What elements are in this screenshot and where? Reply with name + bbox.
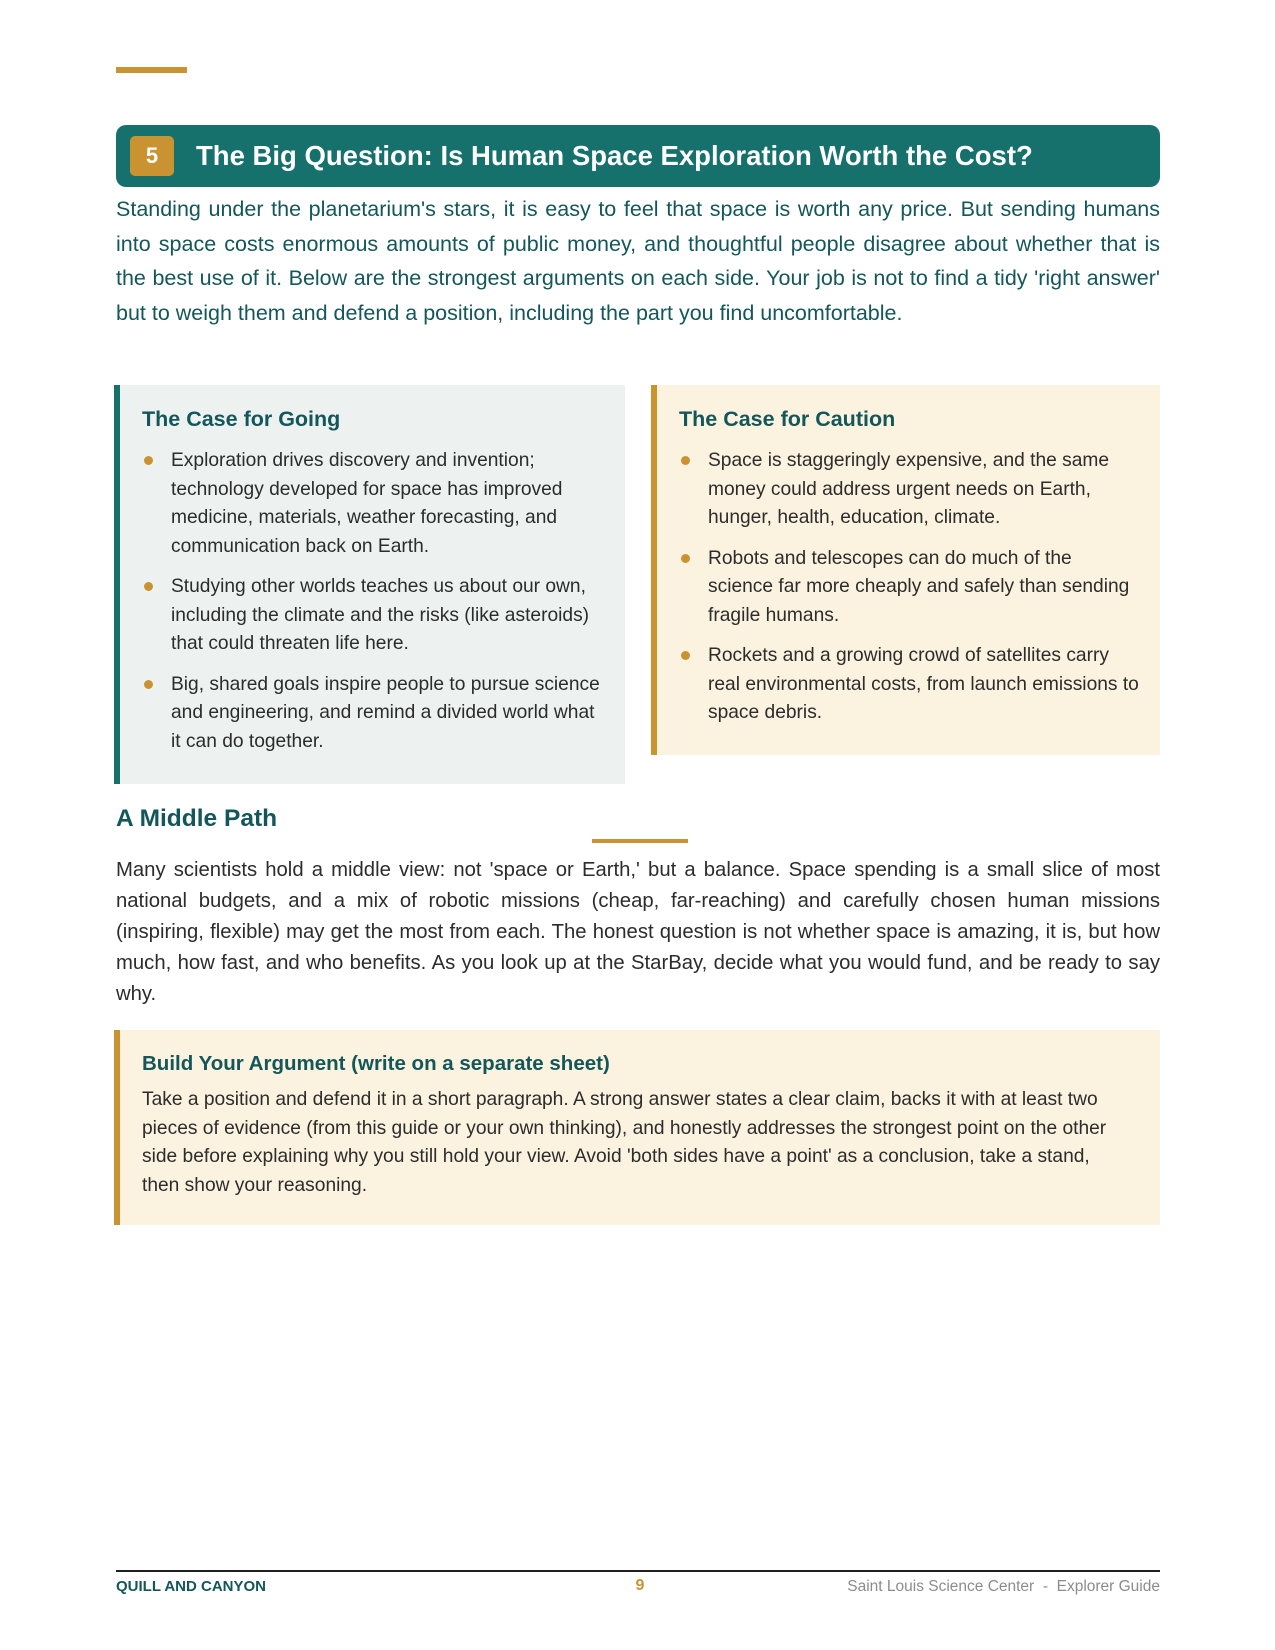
- case-for-caution-list: [679, 447, 1142, 740]
- build-argument-title: Build Your Argument (write on a separate sheet): [142, 1052, 610, 1075]
- bullet-icon: [144, 680, 153, 689]
- bullet-icon: [681, 651, 690, 660]
- top-accent-rule: [116, 67, 187, 73]
- section-title: The Big Question: Is Human Space Exploration Worth the Cost?: [196, 140, 1033, 171]
- list-item-text: Exploration drives discovery and invention; technology developed for space has improved medicine, materials, weather forecasting, and communication back on Earth.: [171, 450, 563, 557]
- footer-rule: [116, 1570, 1160, 1572]
- list-item: [679, 545, 1142, 631]
- intro-paragraph: Standing under the planetarium's stars, it is easy to feel that space is worth any price. But sending humans into space costs enormous amounts of public money, and thoughtful people disagree about whether that is the best use of it. Below are the strongest arguments on each side. Your job is not to find a tidy 'right answer' but to weigh them and defend a position, including the part you find uncomfortable.: [116, 197, 1160, 325]
- middle-path-heading: A Middle Path: [116, 805, 278, 832]
- footer-guide-title: Saint Louis Science Center - Explorer Guide: [847, 1578, 1160, 1595]
- case-for-going-list: [142, 447, 607, 768]
- list-item: [679, 642, 1142, 728]
- list-item-text: Big, shared goals inspire people to pursue science and engineering, and remind a divided world what it can do together.: [171, 673, 600, 752]
- case-for-going-title: The Case for Going: [142, 407, 341, 431]
- list-item: [679, 447, 1142, 533]
- list-item-text: Studying other worlds teaches us about our own, including the climate and the risks (like asteroids) that could threaten life here.: [171, 576, 590, 654]
- bullet-icon: [681, 456, 690, 465]
- case-for-going-panel: [114, 385, 625, 784]
- footer-publisher: QUILL AND CANYON: [116, 1578, 266, 1595]
- middle-divider-rule: [592, 839, 688, 843]
- page-number: 9: [635, 1577, 645, 1594]
- middle-path-paragraph: Many scientists hold a middle view: not 'space or Earth,' but a balance. Space spending is a small slice of most national budgets, and a mix of robotic missions (cheap, far-reaching) and carefully chosen human missions (inspiring, flexible) may get the most from each. The honest question is not whether space is amazing, it is, but how much, how fast, and who benefits. As you look up at the StarBay, decide what you would fund, and be ready to say why.: [116, 859, 1160, 1005]
- case-for-caution-title: The Case for Caution: [679, 407, 896, 431]
- bullet-icon: [681, 554, 690, 563]
- list-item: [142, 671, 607, 757]
- list-item: [142, 447, 607, 561]
- list-item-text: Robots and telescopes can do much of the science far more cheaply and safely than sending fragile humans.: [708, 547, 1130, 626]
- list-item-text: Rockets and a growing crowd of satellites carry real environmental costs, from launch emissions to space debris.: [708, 645, 1139, 723]
- list-item: [142, 573, 607, 659]
- list-item-text: Space is staggeringly expensive, and the same money could address urgent needs on Earth, hunger, health, education, climate.: [708, 450, 1110, 528]
- section-banner: [116, 125, 1160, 187]
- section-number-badge: 5: [130, 136, 174, 176]
- bullet-icon: [144, 582, 153, 591]
- bullet-icon: [144, 456, 153, 465]
- case-for-caution-panel: [651, 385, 1160, 755]
- build-argument-callout: [114, 1030, 1160, 1225]
- build-argument-body: Take a position and defend it in a short paragraph. A strong answer states a clear claim, backs it with at least two pieces of evidence (from this guide or your own thinking), and honestly addresses the strongest point on the other side before explaining why you still hold your view. Avoid 'both sides have a point' as a conclusion, take a stand, then show your reasoning.: [142, 1089, 1107, 1196]
